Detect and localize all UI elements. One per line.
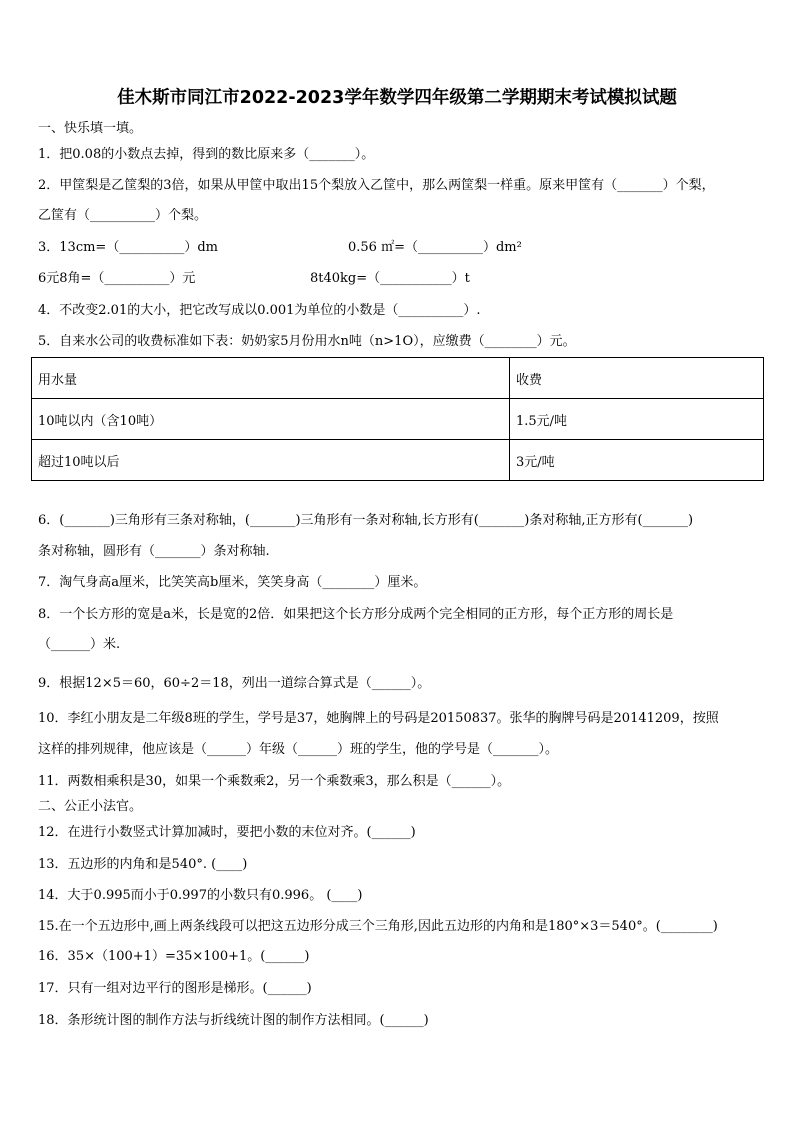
section-heading-judge: 二、公正小法官。 <box>38 799 143 814</box>
question-16: 16．35×（100+1）=35×100+1。(______) <box>38 949 310 964</box>
table-cell: 1.5元/吨 <box>510 399 764 440</box>
question-6-line-2: 条对称轴，圆形有（_______）条对称轴. <box>38 544 270 559</box>
table-header-cell: 用水量 <box>32 358 510 399</box>
question-8-line-1: 8．一个长方形的宽是a米，长是宽的2倍．如果把这个长方形分成两个完全相同的正方形，每个正方形的周长是 <box>38 607 674 622</box>
question-7: 7．淘气身高a厘米，比笑笑高b厘米，笑笑身高（________）厘米。 <box>38 575 427 590</box>
question-4: 4．不改变2.01的大小，把它改写成以0.001为单位的小数是（__________）. <box>38 303 481 318</box>
question-5: 5．自来水公司的收费标准如下表：奶奶家5月份用水n吨（n>1O），应缴费（________）元。 <box>38 334 576 349</box>
table-header-row <box>32 358 764 399</box>
section-heading-fill: 一、快乐填一填。 <box>38 121 143 136</box>
question-3-part-3: 6元8角=（__________）元 <box>38 271 196 286</box>
water-fee-table <box>31 357 764 481</box>
question-12: 12．在进行小数竖式计算加减时，要把小数的末位对齐。(______) <box>38 825 416 840</box>
question-18: 18．条形统计图的制作方法与折线统计图的制作方法相同。(______) <box>38 1013 429 1028</box>
question-3-part-2: 0.56 ㎡=（__________）dm² <box>348 240 522 255</box>
question-2-line-1: 2．甲筐梨是乙筐梨的3倍，如果从甲筐中取出15个梨放入乙筐中，那么两筐梨一样重。原来甲筐有（_______）个梨， <box>38 178 715 193</box>
page-title: 佳木斯市同江市2022-2023学年数学四年级第二学期期末考试模拟试题 <box>117 88 677 108</box>
question-11: 11．两数相乘积是30，如果一个乘数乘2，另一个乘数乘3，那么积是（______）。 <box>38 774 511 789</box>
table-row <box>32 399 764 440</box>
question-15: 15.在一个五边形中,画上两条线段可以把这五边形分成三个三角形,因此五边形的内角和是180°×3＝540°。(________) <box>38 919 718 934</box>
question-8-line-2: （______）米. <box>38 637 121 652</box>
table-row <box>32 440 764 481</box>
question-3-part-1: 3．13cm=（__________）dm <box>38 240 218 255</box>
question-13: 13．五边形的内角和是540°. (____) <box>38 857 248 872</box>
table-cell: 3元/吨 <box>510 440 764 481</box>
question-2-line-2: 乙筐有（__________）个梨。 <box>38 208 208 223</box>
question-9: 9．根据12×5＝60，60÷2＝18，列出一道综合算式是（______）。 <box>38 676 431 691</box>
table-cell: 10吨以内（含10吨） <box>32 399 510 440</box>
question-3-part-4: 8t40kg=（___________）t <box>310 271 470 286</box>
table-cell: 超过10吨以后 <box>32 440 510 481</box>
question-17: 17．只有一组对边平行的图形是梯形。(______) <box>38 981 312 996</box>
table-header-cell: 收费 <box>510 358 764 399</box>
question-6-line-1: 6．(_______)三角形有三条对称轴，(_______)三角形有一条对称轴,长方形有(_______)条对称轴,正方形有(_______) <box>38 513 694 528</box>
question-14: 14．大于0.995而小于0.997的小数只有0.996。 (____) <box>38 888 363 903</box>
question-10-line-2: 这样的排列规律，他应该是（______）年级（______）班的学生，他的学号是（_______）。 <box>38 742 559 757</box>
question-10-line-1: 10．李红小朋友是二年级8班的学生，学号是37，她胸牌上的号码是20150837。张华的胸牌号码是20141209，按照 <box>38 711 719 726</box>
question-1: 1．把0.08的小数点去掉，得到的数比原来多（_______）。 <box>38 147 375 162</box>
